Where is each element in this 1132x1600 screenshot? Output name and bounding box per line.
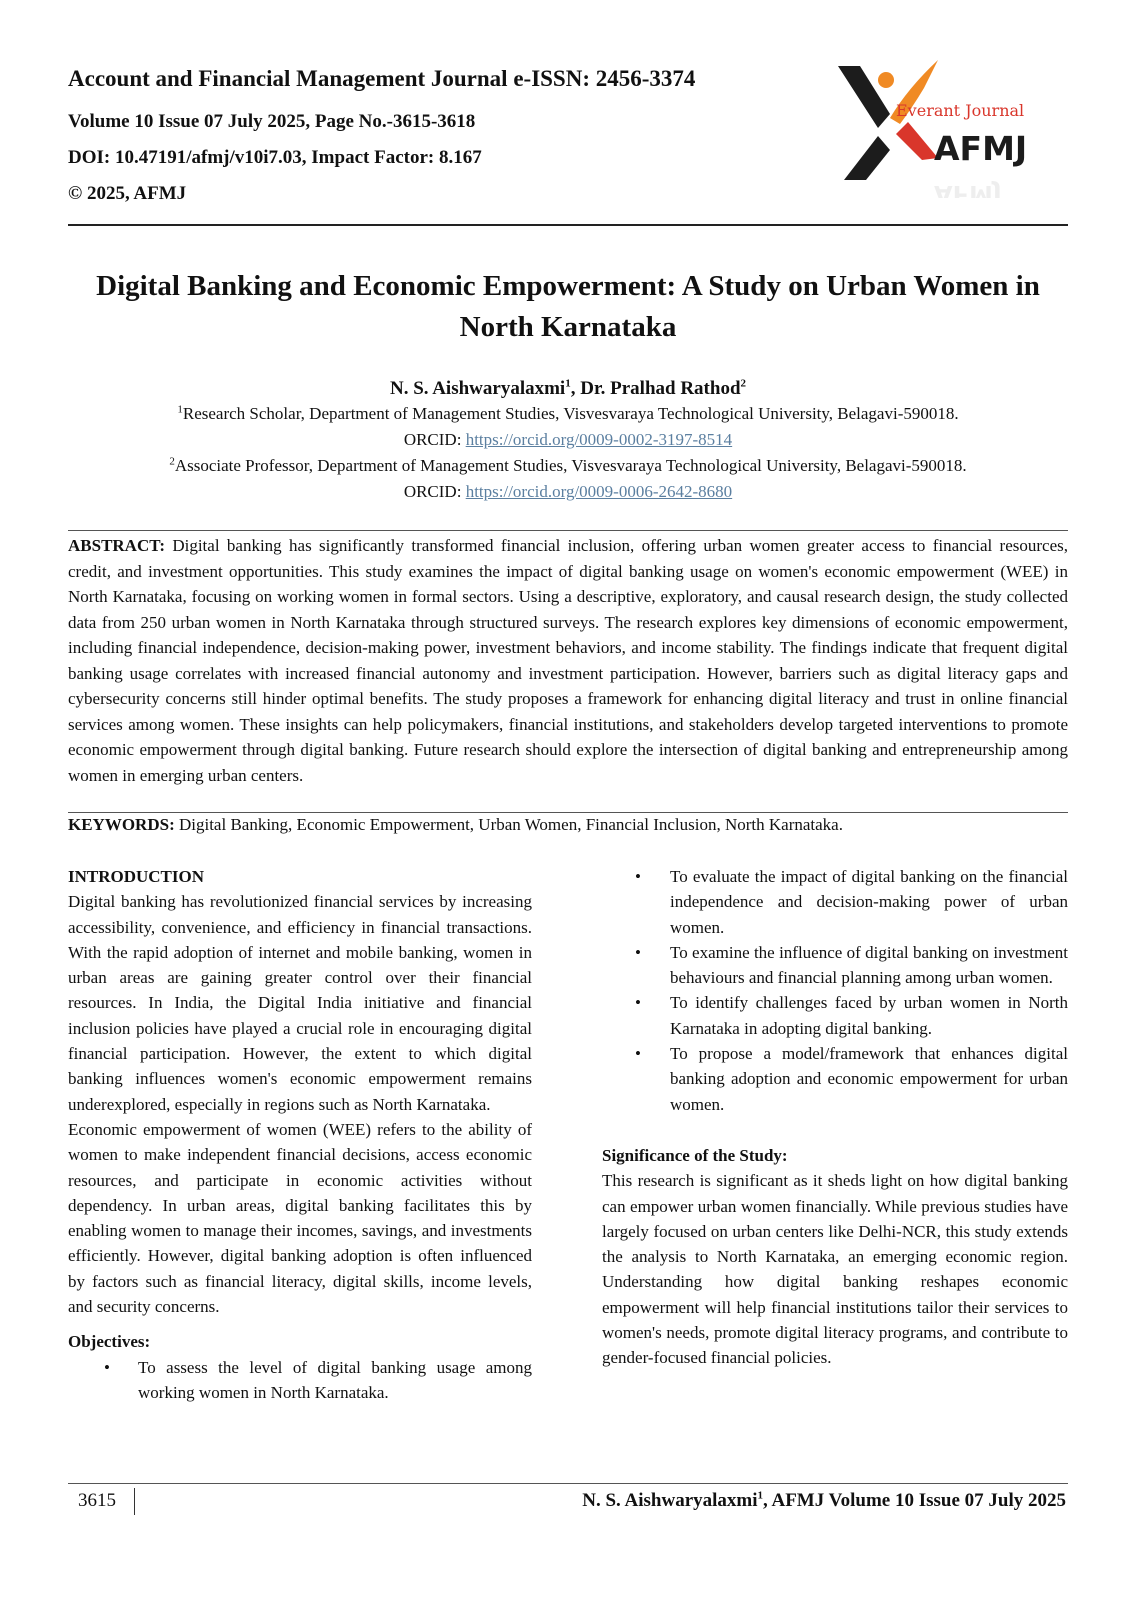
svg-text:AFMJ: AFMJ: [934, 180, 1002, 198]
page-number: 3615: [78, 1490, 116, 1511]
author-1-affil-marker: 1: [565, 377, 571, 390]
author-2-affil-marker: 2: [740, 377, 747, 390]
author-separator: ,: [570, 378, 581, 399]
journal-title: Account and Financial Management Journal e-ISSN: 2456-3374: [68, 66, 696, 91]
footer-author-marker: 1: [757, 1489, 764, 1502]
journal-logo: [838, 58, 1068, 198]
footer-divider: [68, 1483, 1068, 1484]
footer-separator: [134, 1488, 135, 1515]
orcid-1-label: ORCID:: [403, 430, 466, 449]
abstract-top-rule: [68, 530, 1068, 531]
bullet-icon: •: [635, 942, 641, 962]
affiliation-2-text: Associate Professor, Department of Management Studies, Visvesvaraya Technological University, Belagavi-590018.: [174, 456, 967, 475]
objective-item: [602, 940, 1068, 991]
affiliation-1-text: Research Scholar, Department of Management Studies, Visvesvaraya Technological University, Belagavi-590018.: [182, 404, 959, 423]
right-column: [602, 864, 1068, 1371]
objectives-heading: Objectives:: [68, 1332, 151, 1352]
objective-item: [602, 1041, 1068, 1117]
objective-text: To identify challenges faced by urban women in North Karnataka in adopting digital banking.: [670, 993, 1068, 1038]
logo-acronym-text: AFMJ: [934, 129, 1028, 168]
abstract-label: ABSTRACT:: [68, 536, 165, 555]
bullet-icon: •: [635, 1044, 641, 1064]
objectives-list-left: [68, 1355, 532, 1406]
affiliation-1-marker: 1: [177, 403, 183, 416]
running-footer: [582, 1490, 1066, 1512]
author-1: N. S. Aishwaryalaxmi: [389, 378, 566, 399]
keywords: [68, 815, 1068, 835]
orcid-2-label: ORCID:: [403, 482, 466, 501]
footer-journal-info: , AFMJ Volume 10 Issue 07 July 2025: [763, 1490, 1066, 1511]
objective-text: To evaluate the impact of digital banking on the financial independence and decision-making power of urban women.: [670, 867, 1068, 937]
logo-publisher-text: Everant Journal: [896, 101, 1025, 120]
left-column: [68, 864, 532, 1405]
objective-text: To examine the influence of digital banking on investment behaviours and financial planning among urban women.: [670, 942, 1068, 988]
significance-paragraph: This research is significant as it sheds light on how digital banking can empower urban women financially. While previous studies have largely focused on urban centers like Delhi-NCR, this study extends the analysis to North Karnataka, an emerging economic region. Understanding how digital banking reshapes economic empowerment will help financial institutions tailor their services to women's needs, promote digital literacy programs, and contribute to gender-focused financial policies.: [602, 1171, 1068, 1368]
copyright: © 2025, AFMJ: [68, 183, 187, 204]
objective-text: To propose a model/framework that enhances digital banking adoption and economic empowerment for urban women.: [670, 1044, 1068, 1114]
keywords-text: Digital Banking, Economic Empowerment, Urban Women, Financial Inclusion, North Karnataka.: [174, 815, 843, 834]
header-divider: [68, 224, 1068, 226]
affiliation-2-marker: 2: [169, 455, 175, 468]
keywords-label: KEYWORDS:: [68, 815, 175, 834]
objective-item: [602, 990, 1068, 1041]
objectives-list-right: [602, 864, 1068, 1117]
affiliation-1: [68, 404, 1068, 424]
introduction-paragraph-2: Economic empowerment of women (WEE) refers to the ability of women to make independent financial decisions, access economic resources, and participate in economic activities without dependency. In urban areas, digital banking facilitates this by enabling women to manage their incomes, savings, and investments efficiently. However, digital banking adoption is often influenced by factors such as financial literacy, digital skills, income levels, and security concerns.: [68, 1119, 532, 1317]
introduction-paragraph-1: Digital banking has revolutionized financial services by increasing accessibility, convenience, and efficiency in financial transactions. With the rapid adoption of internet and mobile banking, women in urban areas are gaining greater control over their financial resources. In India, the Digital India initiative and financial inclusion policies have played a crucial role in encouraging digital financial participation. However, the extent to which digital banking influences women's economic empowerment remains underexplored, especially in regions such as North Karnataka.: [68, 892, 532, 1114]
author-2: Dr. Pralhad Rathod: [580, 378, 741, 399]
orcid-1: [68, 430, 1068, 450]
bullet-icon: •: [635, 993, 641, 1013]
volume-info: Volume 10 Issue 07 July 2025, Page No.-3615-3618: [68, 111, 476, 132]
affiliation-2: [68, 456, 1068, 476]
orcid-2-link[interactable]: https://orcid.org/0009-0006-2642-8680: [465, 482, 733, 501]
objective-text: To assess the level of digital banking usage among working women in North Karnataka.: [138, 1357, 532, 1402]
afmj-logo-icon: [838, 58, 1068, 198]
orcid-1-link[interactable]: https://orcid.org/0009-0002-3197-8514: [465, 430, 733, 449]
orcid-2: [68, 482, 1068, 502]
abstract-bottom-rule: [68, 812, 1068, 813]
bullet-icon: •: [104, 1357, 110, 1377]
bullet-icon: •: [635, 867, 641, 886]
abstract-text: Digital banking has significantly transformed financial inclusion, offering urban women greater access to financial resources, credit, and investment opportunities. This study examines the impact of digital banking usage on women's economic empowerment (WEE) in North Karnataka, focusing on working women in formal sectors. Using a descriptive, exploratory, and causal research design, the study collected data from 250 urban women in North Karnataka through structured surveys. The research explores key dimensions of economic empowerment, including financial independence, decision-making power, investment behaviors, and income stability. The findings indicate that frequent digital banking usage correlates with increased financial autonomy and investment participation. However, barriers such as digital literacy gaps and cybersecurity concerns still hinder optimal benefits. The study proposes a framework for enhancing digital literacy and trust in online financial services among women. These insights can help policymakers, financial institutions, and stakeholders develop targeted interventions to promote economic empowerment through digital banking. Future research should explore the intersection of digital banking and entrepreneurship among women in emerging urban centers.: [68, 536, 1068, 785]
abstract: [68, 533, 1068, 788]
doi-info: DOI: 10.47191/afmj/v10i7.03, Impact Factor: 8.167: [68, 147, 482, 168]
authors: [68, 378, 1068, 400]
objective-item: [68, 1355, 532, 1406]
paper-title: Digital Banking and Economic Empowerment: A Study on Urban Women in North Karnataka: [96, 270, 1040, 343]
introduction-heading: INTRODUCTION: [68, 867, 205, 886]
objective-item: [602, 864, 1068, 940]
footer-author: N. S. Aishwaryalaxmi: [582, 1490, 758, 1511]
significance-heading: Significance of the Study:: [602, 1145, 788, 1165]
